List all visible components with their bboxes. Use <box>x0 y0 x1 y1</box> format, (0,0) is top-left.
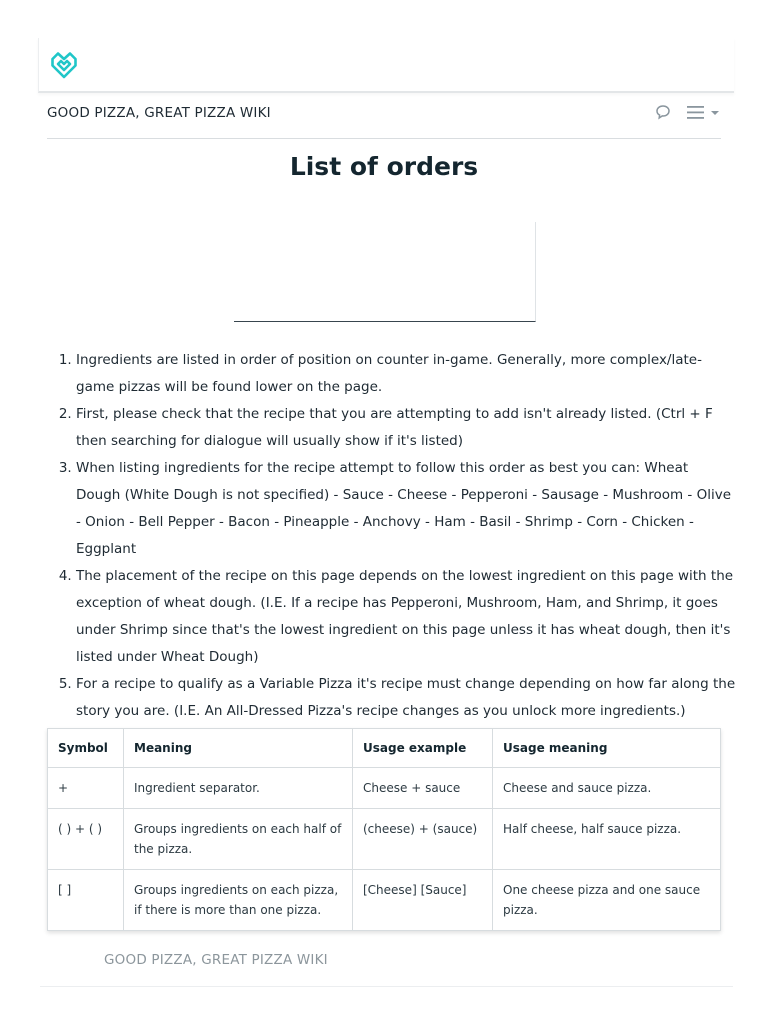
footer <box>40 940 733 987</box>
wiki-name-link[interactable]: GOOD PIZZA, GREAT PIZZA WIKI <box>47 105 271 121</box>
footer-wiki-name[interactable]: GOOD PIZZA, GREAT PIZZA WIKI <box>104 952 328 968</box>
comment-icon[interactable] <box>655 104 671 120</box>
table-cell: [ ] <box>48 870 124 931</box>
list-item: 5. For a recipe to qualify as a Variable Pizza it's recipe must change depending on how far along the story you are. (I.E. An All-Dressed Pizza's recipe changes as you unlock more ingredients.) <box>76 671 736 725</box>
table-row <box>48 768 721 809</box>
fandom-heart-icon[interactable] <box>49 50 79 80</box>
video-embed-placeholder[interactable] <box>234 222 536 322</box>
table-cell: [Cheese] [Sauce] <box>353 870 493 931</box>
list-item: 3. When listing ingredients for the recipe attempt to follow this order as best you can: Wheat Dough (White Dough is not specified) - Sauce - Cheese - Pepperoni - Sausage - Mushroom - Olive - Onion - Bell Pepper - Bacon - Pineapple - Anchovy - Ham - Basil - Shrimp - Corn - Chicken - Eggplant <box>76 455 736 563</box>
column-header: Usage example <box>353 729 493 768</box>
column-header: Usage meaning <box>493 729 721 768</box>
global-navigation-bar <box>38 38 734 93</box>
table-cell: Cheese and sauce pizza. <box>493 768 721 809</box>
table-cell: + <box>48 768 124 809</box>
list-item: 2. First, please check that the recipe that you are attempting to add isn't already listed. (Ctrl + F then searching for dialogue will usually show if it's listed) <box>76 401 736 455</box>
table-cell: (cheese) + (sauce) <box>353 809 493 870</box>
menu-icon[interactable] <box>687 104 721 120</box>
table-cell: Ingredient separator. <box>124 768 353 809</box>
table-row <box>48 809 721 870</box>
list-item: 4. The placement of the recipe on this page depends on the lowest ingredient on this page with the exception of wheat dough. (I.E. If a recipe has Pepperoni, Mushroom, Ham, and Shrimp, it goes under Shrimp since that's the lowest ingredient on this page unless it has wheat dough, then it's listed under Wheat Dough) <box>76 563 736 671</box>
list-item: 1. Ingredients are listed in order of position on counter in-game. Generally, more complex/late-game pizzas will be found lower on the page. <box>76 347 736 401</box>
column-header: Meaning <box>124 729 353 768</box>
column-header: Symbol <box>48 729 124 768</box>
table-cell: Half cheese, half sauce pizza. <box>493 809 721 870</box>
table-cell: Cheese + sauce <box>353 768 493 809</box>
symbol-table <box>47 728 721 931</box>
rules-list <box>56 347 736 725</box>
table-cell: Groups ingredients on each pizza, if there is more than one pizza. <box>124 870 353 931</box>
table-cell: One cheese pizza and one sauce pizza. <box>493 870 721 931</box>
table-cell: ( ) + ( ) <box>48 809 124 870</box>
page-title: List of orders <box>289 152 479 181</box>
table-header-row <box>48 729 721 768</box>
table-row <box>48 870 721 931</box>
wiki-header <box>47 98 721 139</box>
table-cell: Groups ingredients on each half of the pizza. <box>124 809 353 870</box>
